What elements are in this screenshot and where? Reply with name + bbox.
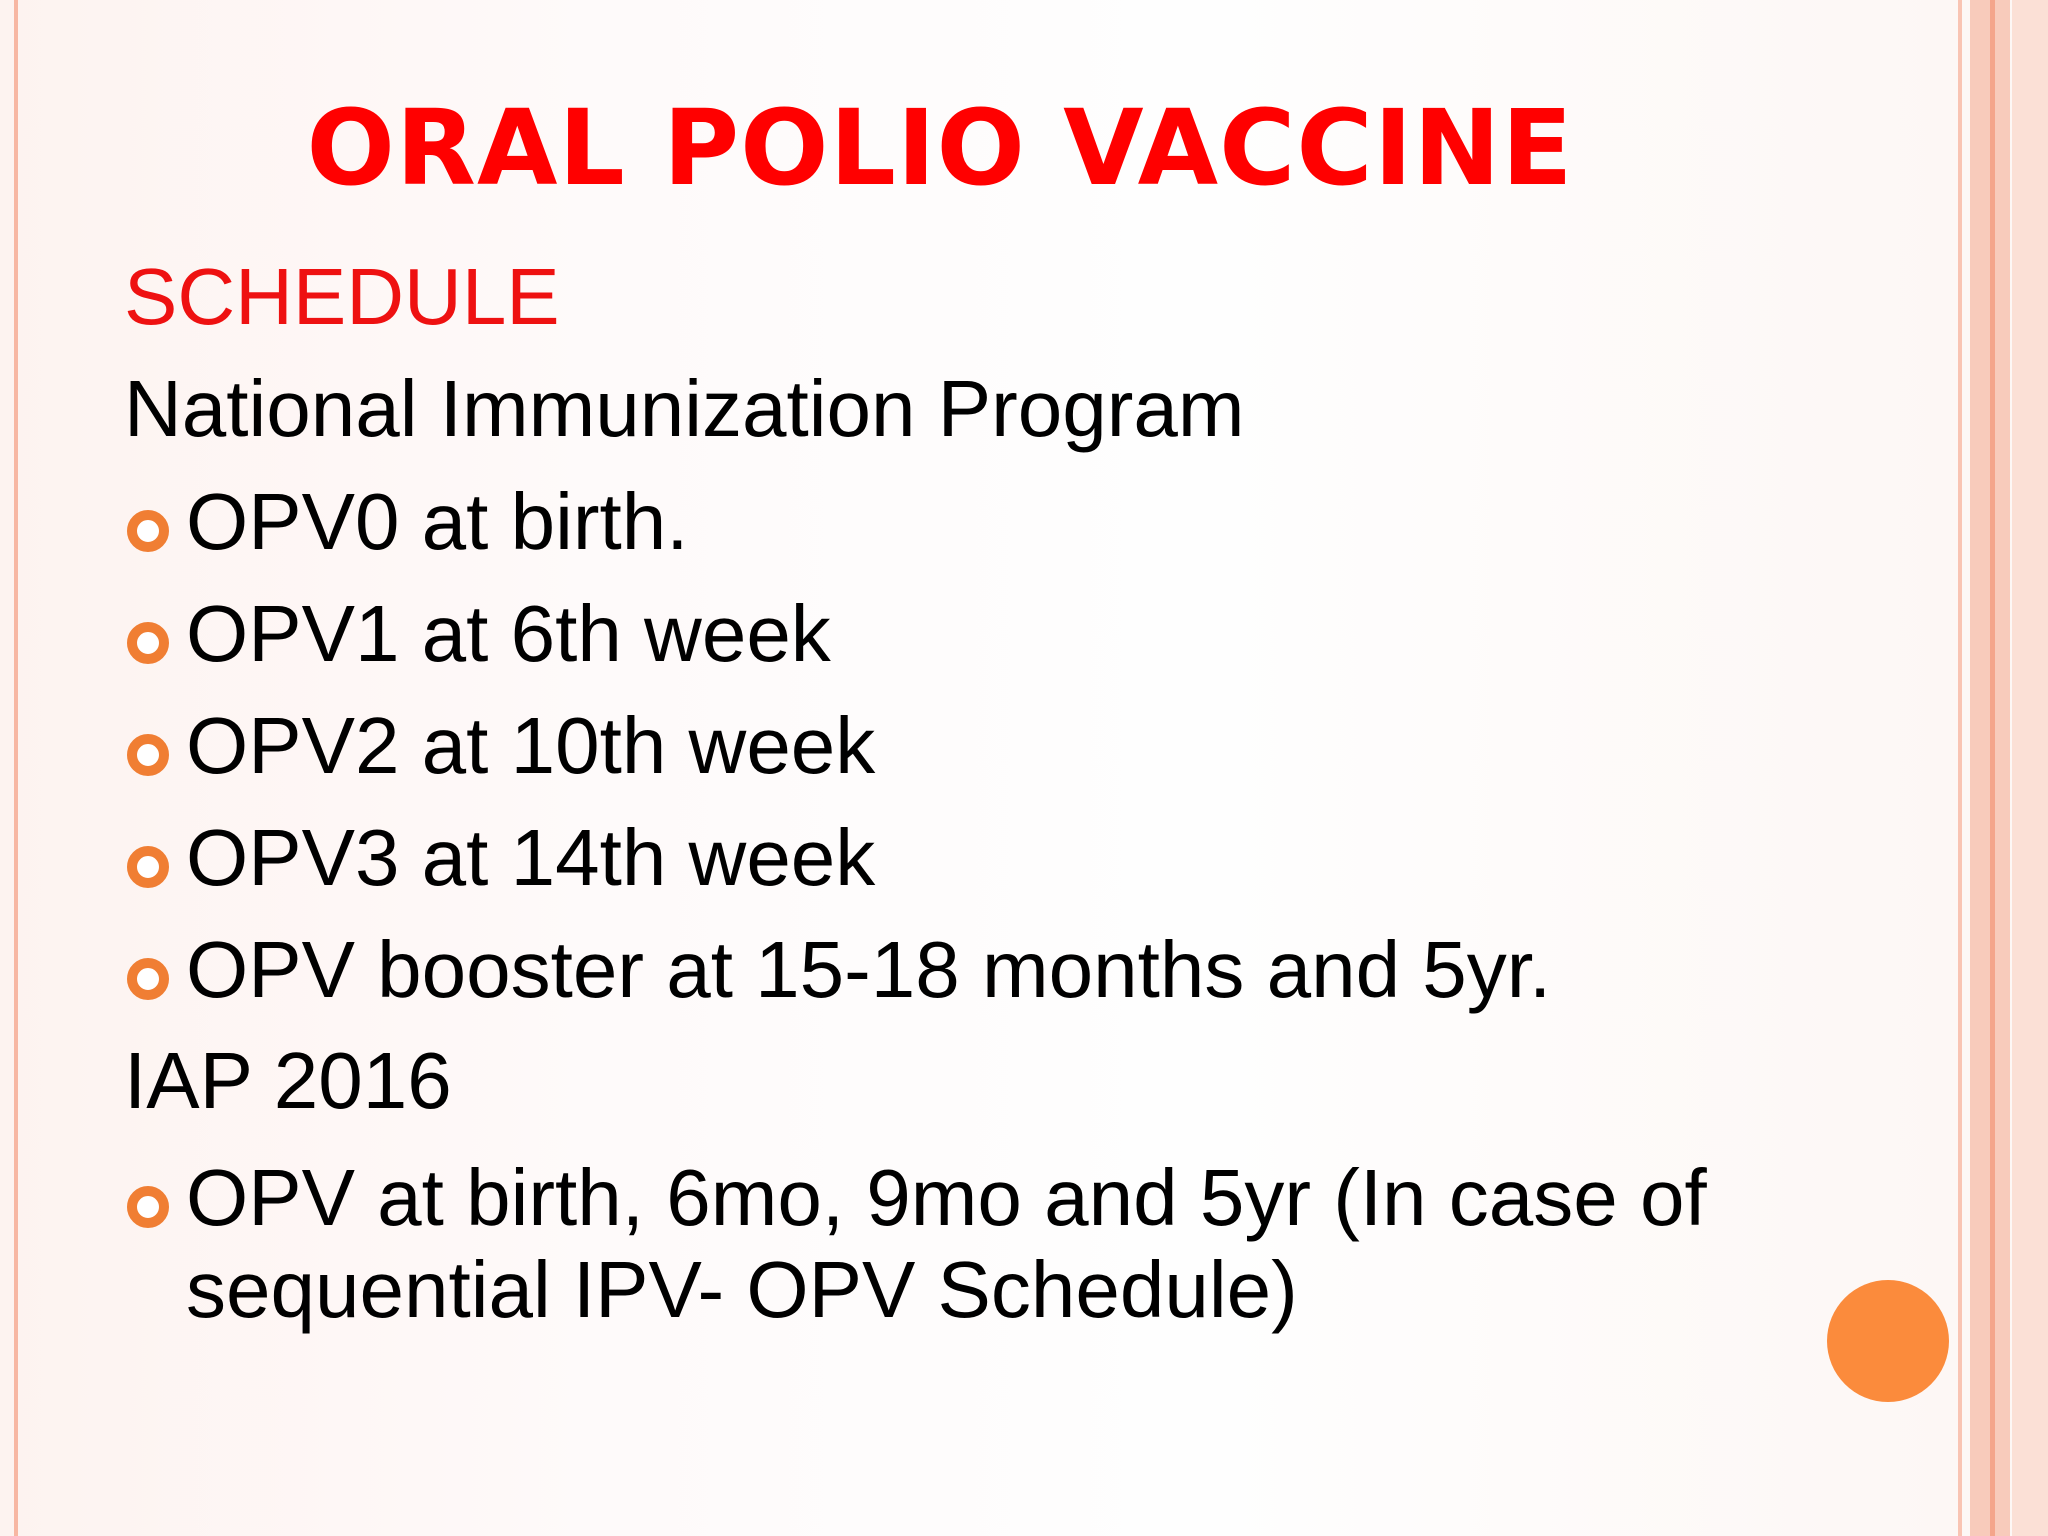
list-item-text: OPV2 at 10th week	[186, 701, 876, 790]
section-heading: SCHEDULE	[124, 252, 560, 341]
group-heading-national: National Immunization Program	[124, 364, 1245, 453]
list-item	[124, 700, 1774, 792]
list-item-text: OPV1 at 6th week	[186, 589, 831, 678]
ring-bullet-icon	[127, 734, 169, 776]
ring-bullet-icon	[127, 510, 169, 552]
list-item	[124, 476, 1774, 568]
list-item-text: OPV0 at birth.	[186, 477, 689, 566]
circle-dot-icon	[1827, 1280, 1949, 1402]
list-item	[124, 588, 1774, 680]
left-border-stripe	[14, 0, 18, 1536]
ring-bullet-icon	[127, 846, 169, 888]
list-item	[124, 924, 1774, 1016]
ring-bullet-icon	[127, 622, 169, 664]
right-border-stripe	[1958, 0, 1962, 1536]
list-item	[124, 1152, 1774, 1336]
right-border-stripe	[1990, 0, 1995, 1536]
list-item-text: OPV3 at 14th week	[186, 813, 876, 902]
group-heading-iap: IAP 2016	[124, 1036, 452, 1125]
ring-bullet-icon	[127, 1186, 169, 1228]
list-item	[124, 812, 1774, 904]
list-item-text: OPV at birth, 6mo, 9mo and 5yr (In case of sequential IPV- OPV Schedule)	[186, 1153, 1707, 1334]
ring-bullet-icon	[127, 958, 169, 1000]
list-item-text: OPV booster at 15-18 months and 5yr.	[186, 925, 1552, 1014]
slide-title: ORAL POLIO VACCINE	[306, 87, 1574, 209]
right-border-stripe	[2012, 0, 2048, 1536]
